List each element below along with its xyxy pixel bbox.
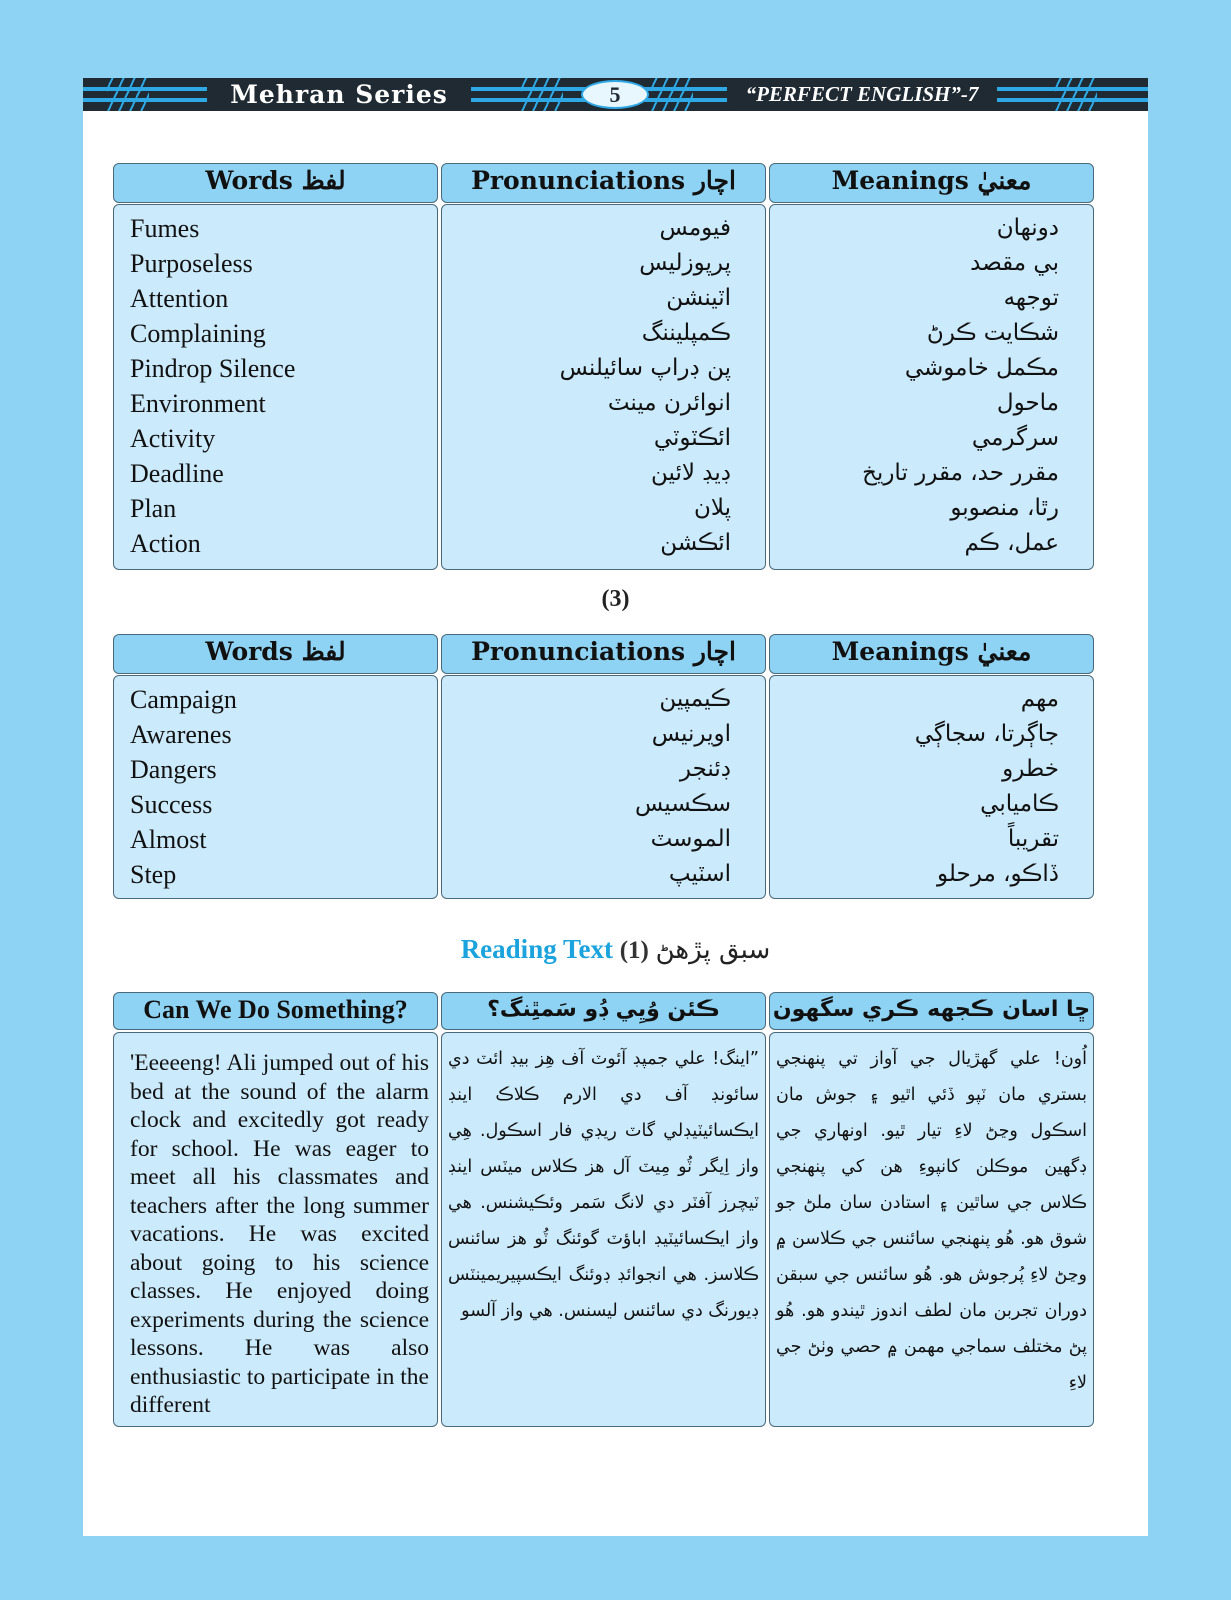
word: Campaign — [130, 685, 237, 714]
reading-title-sindhi: سبق پڙهڻ — [655, 935, 771, 965]
word: Purposeless — [130, 249, 253, 278]
word: Activity — [130, 424, 216, 453]
column-header-meanings: Meanings معنيٰ — [769, 163, 1094, 203]
book-title: “PERFECT ENGLISH”-7 — [727, 80, 997, 109]
passage-english — [113, 1032, 438, 1427]
word: Deadline — [130, 459, 224, 488]
meaning: مڪمل خاموشي — [904, 355, 1059, 381]
pronunciation: اويرنيس — [651, 721, 731, 747]
header-hatch-decoration — [521, 78, 563, 111]
meaning: ڏاڪو، مرحلو — [937, 861, 1059, 887]
reading-text-title — [83, 934, 1148, 965]
words-column — [113, 204, 438, 570]
meanings-column — [769, 675, 1094, 899]
passage-transliteration-text: ”اينگ! علي جمپڊ آئوٽ آف هِز بيڊ ائٽ دي سائونڊ آف دي الارم ڪلاڪ اينڊ ايڪسائيٽيڊلي گاٽ ريڊي فار اسڪول. هِي واز اِيگر ٽُو مِيٽ آل هز ڪلاس ميٽس اينڊ ٽيچرز آفٽر دي لانگ سَمر وئڪيشنس. هي واز ايڪسائيٽيڊ اباؤٽ گوئنگ ٽُو هز سائنس ڪلاسز. هي انجوائڊ ڊوئنگ ايڪسپيريمينٽس ڊيورنگ دي سائنس ليسنس. هي واز آلسو — [448, 1049, 759, 1321]
word: Complaining — [130, 319, 266, 348]
word: Success — [130, 790, 213, 819]
meanings-column — [769, 204, 1094, 570]
header-hatch-decoration — [1055, 78, 1097, 111]
page-header — [83, 78, 1148, 111]
word: Action — [130, 529, 201, 558]
meaning: شڪايت ڪرڻ — [926, 320, 1059, 346]
passage-english-text: 'Eeeeeng! Ali jumped out of his bed at the sound of the alarm clock and excitedly got ready for school. He was eager to meet all his classmates and teachers after the long summer vacations. He was excited about going to his science classes. He enjoyed doing experiments during the science lessons. He was also enthusiastic to participate in the different — [130, 1050, 429, 1418]
pronunciation: ڊيڊ لائين — [651, 460, 731, 486]
column-header-pronunciations: Pronunciations اچار — [441, 634, 766, 674]
pronunciation: پرپوزليس — [639, 250, 731, 276]
meaning: مقرر حد، مقرر تاريخ — [862, 460, 1059, 486]
pronunciation: ڪيمپين — [659, 686, 731, 712]
meaning: ڪاميابي — [980, 791, 1059, 817]
pronunciation: ڪمپليننگ — [641, 320, 731, 346]
reading-title-number: (1) — [619, 937, 649, 964]
meaning: توجهه — [1003, 285, 1059, 311]
series-title: Mehran Series — [207, 80, 471, 109]
meaning: رٿا، منصوبو — [950, 495, 1059, 521]
header-hatch-decoration — [651, 78, 693, 111]
word: Attention — [130, 284, 229, 313]
pronunciation: سڪسيس — [634, 791, 731, 817]
pronunciations-column — [441, 204, 766, 570]
vocabulary-table-1 — [113, 163, 1095, 571]
column-header-words: Words لفظ — [113, 163, 438, 203]
meaning: بي مقصد — [970, 250, 1059, 276]
passage-sindhi — [769, 1032, 1094, 1427]
pronunciation: اسٽيپ — [668, 861, 731, 887]
reading-title-en: Reading Text — [460, 934, 613, 964]
passage-title-english: Can We Do Something? — [113, 992, 438, 1030]
passage-title-sindhi: ڇا اسان ڪجهه ڪري سگهون — [769, 992, 1094, 1030]
header-hatch-decoration — [107, 78, 149, 111]
pronunciation: انوائرن مينٽ — [607, 390, 731, 416]
passage-title-transliteration: ڪئن وُيِي ڊُو سَمٿِنگ؟ — [441, 992, 766, 1030]
passage-transliteration — [441, 1032, 766, 1427]
word: Environment — [130, 389, 266, 418]
word: Pindrop Silence — [130, 354, 296, 383]
words-column — [113, 675, 438, 899]
pronunciations-column — [441, 675, 766, 899]
column-header-meanings: Meanings معنيٰ — [769, 634, 1094, 674]
column-header-pronunciations: Pronunciations اچار — [441, 163, 766, 203]
word: Awarenes — [130, 720, 232, 749]
pronunciation: ائڪشن — [660, 530, 731, 556]
word: Plan — [130, 494, 177, 523]
reading-passage — [113, 992, 1095, 1432]
pronunciation: پن ڊراپ سائيلنس — [559, 355, 731, 381]
meaning: تقريباً — [1007, 826, 1059, 852]
pronunciation: پلان — [693, 495, 731, 521]
section-number: (3) — [601, 586, 630, 612]
word: Dangers — [130, 755, 217, 784]
passage-sindhi-text: اُون! علي گهڙيال جي آواز تي پنهنجي بستري مان ٽپو ڏئي اٿيو ۽ جوش مان اسڪول وڃڻ لاءِ تيار ٿيو. اونهاري جي ڊگهين موڪلن کانپوءِ هن کي پنهنجي ڪلاس جي ساٿين ۽ استادن سان ملڻ جو شوق هو. هُو پنهنجي سائنس جي ڪلاسن ۾ وڃڻ لاءِ پُرجوش هو. هُو سائنس جي سبقن دوران تجربن مان لطف اندوز ٿيندو هو. هُو پڻ مختلف سماجي مهمن ۾ حصي وٺڻ جي لاءِ — [776, 1049, 1087, 1393]
column-header-words: Words لفظ — [113, 634, 438, 674]
meaning: جاڳرتا، سجاڳي — [914, 721, 1059, 747]
meaning: سرگرمي — [971, 425, 1059, 451]
meaning: خطرو — [1002, 756, 1059, 782]
pronunciation: ڊئنجر — [679, 756, 731, 782]
pronunciation: اٽينشن — [666, 285, 731, 311]
meaning: ماحول — [996, 390, 1059, 416]
page — [83, 78, 1148, 1536]
pronunciation: الموسٽ — [650, 826, 731, 852]
pronunciation: ائڪٽوٽي — [653, 425, 731, 451]
word: Fumes — [130, 214, 200, 243]
meaning: مهم — [1020, 686, 1059, 712]
word: Step — [130, 860, 177, 889]
word: Almost — [130, 825, 207, 854]
page-number: 5 — [581, 80, 649, 109]
meaning: دونهان — [996, 215, 1059, 241]
vocabulary-table-2 — [113, 634, 1095, 900]
pronunciation: فيومس — [659, 215, 731, 241]
meaning: عمل، ڪم — [964, 530, 1059, 556]
